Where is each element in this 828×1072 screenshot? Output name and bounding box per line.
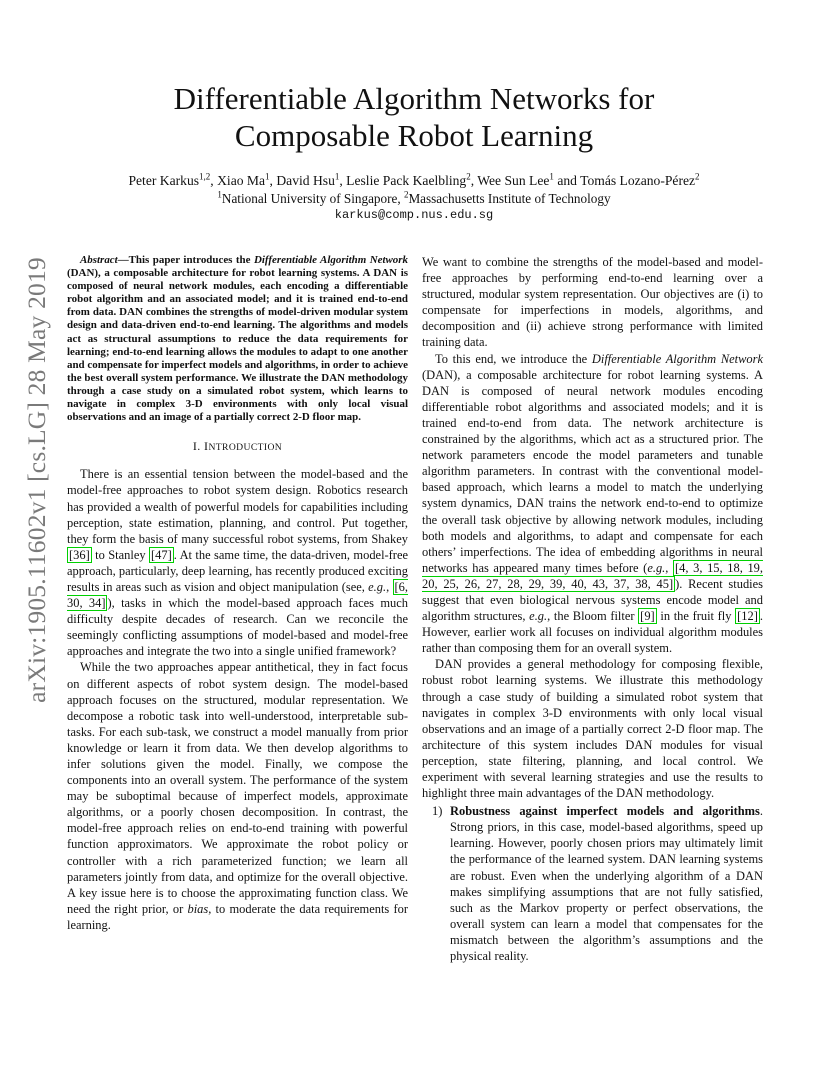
advantages-list: [432, 803, 763, 964]
text-span: bias: [187, 901, 209, 916]
text-span: , the Bloom filter: [547, 609, 639, 624]
author-separator: and: [553, 173, 581, 188]
author-separator: ,: [470, 173, 478, 188]
text-span: While the two approaches appear antithetical, they in fact focus on different aspects of robot system design. The model-based approach focuses on the structured, modular representation. We decompose a robotic task into well-understood, interpretable sub-tasks. For each sub-task, we construct a model manually from prior knowledge or learn it from data. We then develop algorithms to infer solutions given the model. Finally, we compose the components into an overall system. The performance of the system may be suboptimal because of imperfect models, approximate algorithms, or a poorly chosen decomposition. In contrast, the model-free approach relies on end-to-end training with powerful function approximators. We approximate the robot policy or controller with a rich parameterized function; we learn all parameters jointly from data, and optimize for the overall objective. A key issue here is to choose the approximating function class. We need the right prior, or: [67, 660, 408, 916]
citation-link[interactable]: [12]: [737, 609, 758, 624]
right-paragraph-3: DAN provides a general methodology for composing flexible, robust robot learning systems. We illustrate this methodology through a case study of building a simulated robot system that navigates in complex 3-D environments with only local visual observations and an image of a partially correct 2-D floor map. The architecture of this system includes DAN modules for visual perception, state filtering, planning, and local control. We experiment with several learning strategies and use the results to highlight three main advantages of the DAN methodology.: [422, 657, 763, 801]
text-span: To this end, we introduce the: [435, 351, 592, 366]
affil-mark: 1: [217, 189, 222, 200]
intro-paragraph-1: [67, 466, 408, 659]
author-separator: ,: [339, 173, 347, 188]
contact-email[interactable]: karkus@comp.nus.edu.sg: [334, 208, 494, 222]
list-item-heading: Robustness against imperfect models and algorithms: [450, 804, 760, 819]
author-name: Peter Karkus: [128, 173, 200, 188]
author-affil-mark: 2: [695, 171, 700, 182]
text-span: in the fruit fly: [656, 609, 736, 624]
left-column: [67, 254, 408, 933]
author-separator: ,: [269, 173, 277, 188]
list-item-number: 1): [432, 804, 443, 819]
text-span: . At the same time, the data-driven, model-free approach, particularly, deep learning, has recently produced exciting results in areas such as vision and object manipulation (see,: [67, 547, 408, 594]
author-list: [0, 173, 828, 189]
text-span: ,: [386, 579, 393, 594]
text-span: e.g.: [647, 560, 666, 575]
citation-link[interactable]: [9]: [640, 609, 655, 624]
title-line-1: Differentiable Algorithm Networks for: [173, 81, 655, 116]
affiliations: [0, 191, 828, 207]
author-name: Tomás Lozano-Pérez: [580, 173, 696, 188]
arxiv-identifier: arXiv:1905.11602v1 [cs.LG] 28 May 2019: [22, 257, 51, 703]
citation-link[interactable]: [4, 3, 15, 18, 19, 20, 25, 26, 27, 28, 29, 39, 40, 43, 37, 38, 45]: [422, 560, 763, 591]
citation-link[interactable]: [36]: [69, 547, 90, 562]
list-item: [432, 803, 763, 964]
author-name: Xiao Ma: [217, 173, 266, 188]
citation-link[interactable]: [6, 30, 34]: [67, 579, 408, 611]
text-span: e.g.: [529, 609, 548, 624]
right-column: [422, 254, 763, 964]
text-span: , to moderate the data requirements for learning.: [67, 901, 409, 932]
intro-paragraph-2: [67, 659, 408, 933]
abstract-dash: —This paper introduces the: [117, 254, 254, 266]
section-number: I.: [192, 439, 205, 454]
author-affil-mark: 1: [549, 171, 554, 182]
abstract-text: (DAN), a composable architecture for robot learning systems. A DAN is composed of neural network modules, each encoding a differentiable robot algorithm and an associated model; and it is trained end-to-end from data. DAN combines the strengths of model-driven modular system design and data-driven end-to-end learning. The algorithms and models act as structural assumptions to reduce the data requirements for learning; end-to-end learning allows the modules to adapt to one another and compensate for imperfect models and algorithms, in order to achieve the best overall system performance. We illustrate the DAN methodology through a case study on a simulated robot system, which learns to navigate in complex 3-D environments with only local visual observations and an image of a partially correct 2-D floor map.: [67, 267, 408, 424]
abstract: [67, 254, 408, 424]
section-heading-rest: NTRODUCTION: [208, 442, 283, 454]
text-span: There is an essential tension between the model-based and the model-free approaches to robot system design. Robotics research has provided a wealth of powerful models for capabilities including perception, state estimation, planning, and control. Put together, they form the basis of many successful robot systems, from Shakey: [67, 467, 408, 546]
author-affil-mark: 1: [265, 171, 270, 182]
author-name: Leslie Pack Kaelbling: [346, 173, 467, 188]
author-affil-mark: 1: [334, 171, 340, 182]
abstract-lead: Abstract: [80, 254, 118, 266]
author-name: Wee Sun Lee: [477, 173, 550, 188]
author-separator: ,: [210, 173, 218, 188]
text-span: to Stanley: [91, 547, 149, 562]
text-span: Differentiable Algorithm Network: [591, 351, 763, 366]
arxiv-sidebar: [22, 257, 52, 703]
text-span: e.g.: [368, 579, 387, 594]
author-affil-mark: 2: [466, 171, 471, 182]
abstract-name: Differentiable Algorithm Network: [253, 254, 409, 266]
citation-link[interactable]: [47]: [150, 547, 172, 562]
paper-title: [0, 80, 828, 154]
text-span: ), tasks in which the model-based approach faces much difficulty despite decades of research. Can we reconcile the seemingly conflicting assumptions of model-based and model-free approaches and integrate the two into a single unified framework?: [67, 596, 408, 659]
text-span: ). Recent studies suggest that even biological nervous systems encode model and algorithm structures,: [422, 576, 763, 624]
section-heading-initial: I: [204, 439, 209, 454]
affiliation-1: National University of Singapore,: [221, 191, 404, 206]
section-heading-introduction: [67, 438, 408, 456]
right-paragraph-2: [422, 351, 763, 657]
text-span: ,: [665, 560, 674, 575]
text-span: (DAN), a composable architecture for robot learning systems. A DAN is composed of neural network modules encoding differentiable robot algorithms and associated models; and it is trained end-to-end from data. The network architecture is constrained by the algorithms, which act as a structured prior. The network parameters encode the model parameters and tunable algorithm parameters. In contrast with the conventional model-based approach, which learns a model to match the underlying system dynamics, DAN trains the network end-to-end to optimize the overall task objective by allowing network modules, including both models and algorithms, to adapt and compensate for each others’ imperfections. The idea of embedding algorithms in neural networks has appeared many times before (: [422, 367, 763, 575]
title-line-2: Composable Robot Learning: [234, 118, 594, 153]
list-item-text: . Strong priors, in this case, model-based algorithms, speed up learning. However, poorly chosen priors may ultimately limit the performance of the learned system. DAN learning systems are robust. Even when the underlying algorithm of a DAN makes simplifying assumptions that are not fully satisfied, such as the Markov property or perfect observations, the overall system can learn a model that compensates for the mismatch between the algorithm’s assumptions and the physical reality.: [450, 804, 763, 964]
author-name: David Hsu: [276, 173, 335, 188]
right-paragraph-1: We want to combine the strengths of the model-based and model-free approaches by performing end-to-end learning over a structured, modular system representation. Our objectives are (i) to compensate for imperfections in models, algorithms, and decomposition and (ii) achieve strong performance with limited training data.: [422, 255, 763, 350]
affiliation-2: Massachusetts Institute of Technology: [408, 191, 611, 206]
affil-mark: 2: [403, 189, 409, 200]
text-span: . However, earlier work all focuses on individual algorithm modules rather than composing them for an overall system.: [422, 609, 763, 656]
author-affil-mark: 1,2: [199, 171, 211, 182]
